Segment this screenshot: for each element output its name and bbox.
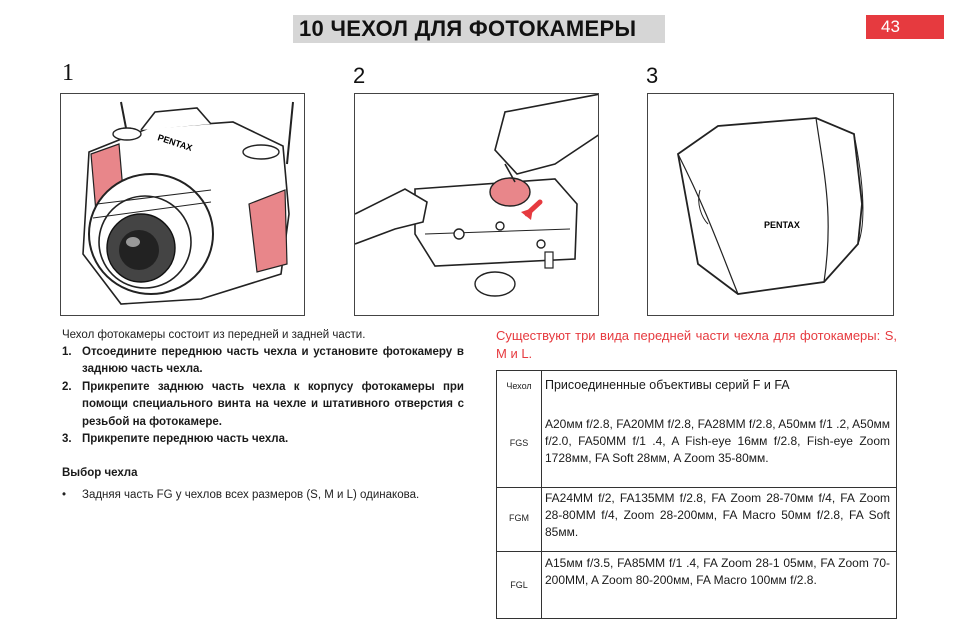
figure-camera-in-case xyxy=(60,93,305,316)
table-header-row xyxy=(497,371,896,400)
figure-number-3: 3 xyxy=(646,63,659,88)
row-label-fgl: FGL xyxy=(510,580,528,590)
step-text: Отсоедините переднюю часть чехла и установите фотокамеру в заднюю часть чехла. xyxy=(82,346,464,376)
row-label-fgs: FGS xyxy=(509,438,529,448)
table-row xyxy=(497,487,896,551)
figure-number-1: 1 xyxy=(62,60,74,86)
step-item xyxy=(62,431,464,448)
step-number: 2. xyxy=(62,380,72,393)
step-number: 3. xyxy=(62,433,72,446)
figure-number-2: 2 xyxy=(353,63,366,88)
step-item xyxy=(62,344,464,379)
case-selection-note xyxy=(62,487,464,504)
case-selection-heading: Выбор чехла xyxy=(62,467,138,479)
brand-logo: PENTAX xyxy=(764,220,800,230)
figure-closed-case xyxy=(647,93,894,316)
table-row xyxy=(497,551,896,619)
step-text: Прикрепите переднюю часть чехла. xyxy=(82,433,289,446)
brand-logo: PENTAX xyxy=(156,132,194,153)
row-value-fgm: FA24MM f/2, FA135MM f/2.8, FA Zoom 28-70мм f/4, FA Zoom 28-80MM f/4, Zoom 28-200мм, FA Macro 50мм f/2.8, FA Soft 85мм. xyxy=(545,491,890,539)
row-value-fgs: A20мм f/2.8, FA20MM f/2.8, FA28MM f/2.8, A50мм f/1 .2, A50мм f/2.0, FA50MM f/1 .4, A Fish-eye 16мм f/2.8, Fish-eye Zoom 1728мм, FA Soft 28мм, A Zoom 35-80мм. xyxy=(545,417,890,465)
case-selection-text: Задняя часть FG у чехлов всех размеров (S, M и L) одинакова. xyxy=(82,489,420,501)
instruction-steps xyxy=(62,344,464,448)
case-illustration xyxy=(648,94,894,316)
intro-text: Чехол фотокамеры состоит из передней и задней части. xyxy=(62,329,366,341)
row-value-fgl: A15мм f/3.5, FA85MM f/1 .4, FA Zoom 28-1 05мм, FA Zoom 70-200MM, A Zoom 80-200мм, FA Macro 100мм f/2.8. xyxy=(545,556,890,587)
page-number-badge: 43 xyxy=(866,15,944,39)
hands-illustration xyxy=(355,94,599,316)
step-item xyxy=(62,379,464,431)
header-lens-label: Присоединенные объективы серий F и FA xyxy=(545,378,790,392)
camera-illustration xyxy=(61,94,305,316)
step-number: 1. xyxy=(62,346,72,358)
row-label-fgm: FGM xyxy=(509,513,529,523)
figure-attaching-screw xyxy=(354,93,599,316)
bullet-mark: • xyxy=(62,489,67,501)
case-types-note: Существуют три вида передней части чехла для фотокамеры: S, M и L. xyxy=(496,328,897,361)
header-case-label: Чехол xyxy=(506,381,532,391)
page-title: 10 ЧЕХОЛ ДЛЯ ФОТОКАМЕРЫ xyxy=(293,15,665,43)
step-text: Прикрепите заднюю часть чехла к корпусу фотокамеры при помощи специального винта на чехле и штативного отверстия с резьбой на фотокамере. xyxy=(82,380,464,428)
lens-compatibility-table xyxy=(496,370,897,619)
table-row xyxy=(497,400,896,487)
